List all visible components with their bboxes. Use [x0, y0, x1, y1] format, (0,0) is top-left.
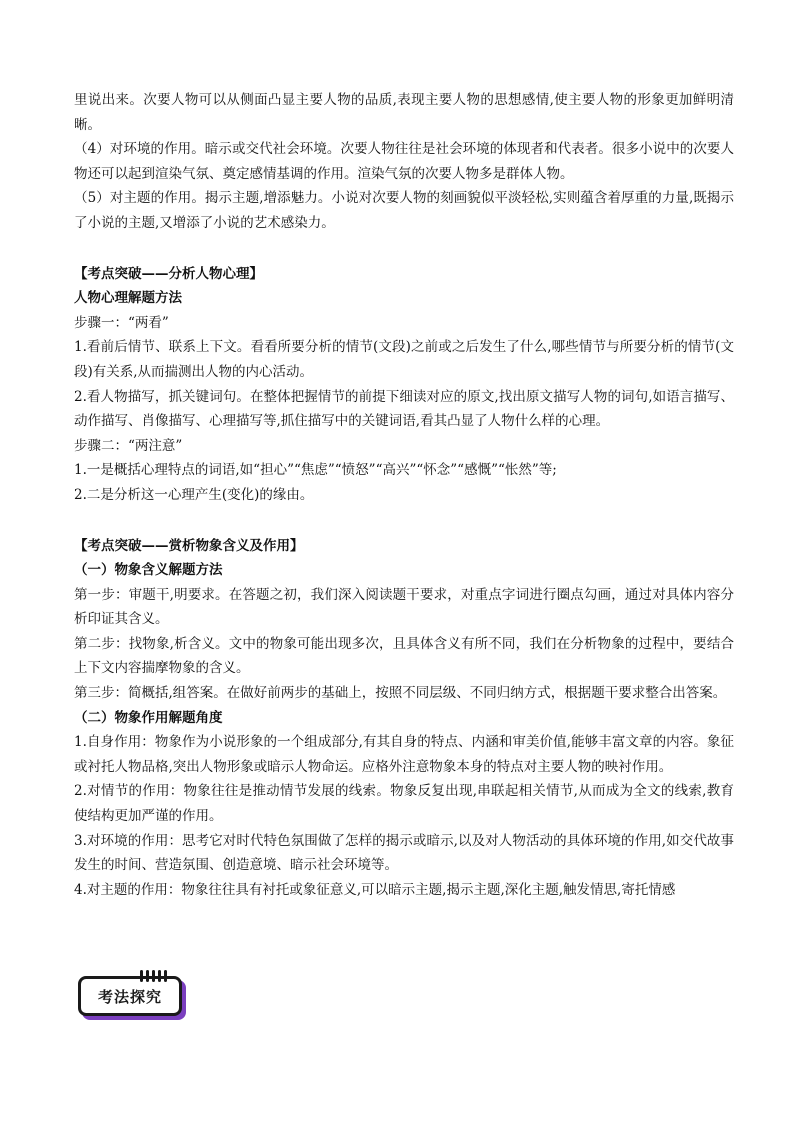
paragraph: 2.对情节的作用：物象往往是推动情节发展的线索。物象反复出现,串联起相关情节,从而成为全文的线索,教育使结构更加严谨的作用。 — [74, 783, 734, 825]
document-body — [74, 88, 734, 902]
badge-label: 考法探究 — [97, 987, 162, 1006]
paragraph: 2.看人物描写，抓关键词句。在整体把握情节的前提下细读对应的原文,找出原文描写人物的词句,如语言描写、动作描写、肖像描写、心理描写等,抓住描写中的关键词语,看其凸显了人物什么样的心理。 — [74, 388, 734, 430]
paragraph: 2.二是分析这一心理产生(变化)的缘由。 — [74, 486, 314, 503]
paragraph: 1.看前后情节、联系上下文。看看所要分析的情节(文段)之前或之后发生了什么,哪些情节与所要分析的情节(文段)有关系,从而揣测出人物的内心活动。 — [74, 339, 734, 380]
binder-coil-icon — [158, 970, 161, 982]
paragraph: （5）对主题的作用。揭示主题,增添魅力。小说对次要人物的刻画貌似平淡轻松,实则蕴含着厚重的力量,既揭示了小说的主题,又增添了小说的艺术感染力。 — [74, 190, 734, 231]
paragraph: 第二步：找物象,析含义。文中的物象可能出现多次，且具体含义有所不同，我们在分析物象的过程中，要结合上下文内容揣摩物象的含义。 — [74, 635, 734, 677]
paragraph: 步骤一：“两看” — [74, 314, 169, 331]
binder-coil-icon — [146, 970, 149, 982]
section-badge — [74, 970, 184, 1016]
paragraph: （4）对环境的作用。暗示或交代社会环境。次要人物往往是社会环境的体现者和代表者。很多小说中的次要人物还可以起到渲染气氛、奠定感情基调的作用。渲染气氛的次要人物多是群体人物。 — [74, 141, 734, 182]
paragraph: 里说出来。次要人物可以从侧面凸显主要人物的品质,表现主要人物的思想感情,使主要人物的形象更加鲜明清晰。 — [74, 92, 734, 133]
section-title: 【考点突破——赏析物象含义及作用】 — [74, 537, 304, 554]
binder-coil-icon — [152, 970, 155, 982]
badge-frame — [78, 976, 182, 1016]
paragraph: 第一步：审题干,明要求。在答题之初，我们深入阅读题干要求，对重点字词进行圈点勾画，通过对具体内容分析印证其含义。 — [74, 586, 734, 628]
paragraph: 3.对环境的作用：思考它对时代特色氛围做了怎样的揭示或暗示,以及对人物活动的具体环境的作用,如交代故事发生的时间、营造氛围、创造意境、暗示社会环境等。 — [74, 832, 734, 874]
section-subtitle: 人物心理解题方法 — [74, 290, 182, 307]
paragraph: 1.一是概括心理特点的词语,如“担心”“焦虑”“愤怒”“高兴”“怀念”“感慨”“怅然”等; — [74, 462, 557, 479]
paragraph: 步骤二：“两注意” — [74, 437, 183, 454]
section-subtitle: （一）物象含义解题方法 — [74, 562, 223, 579]
section-subtitle: （二）物象作用解题角度 — [74, 709, 223, 726]
paragraph: 1.自身作用：物象作为小说形象的一个组成部分,有其自身的特点、内涵和审美价值,能够丰富文章的内容。象征或衬托人物品格,突出人物形象或暗示人物命运。应格外注意物象本身的特点对主要人物的映衬作用。 — [74, 734, 734, 775]
binder-coil-icon — [140, 970, 143, 982]
paragraph: 第三步：简概括,组答案。在做好前两步的基础上，按照不同层级、不同归纳方式，根据题干要求整合出答案。 — [74, 685, 727, 702]
paragraph: 4.对主题的作用：物象往往具有衬托或象征意义,可以暗示主题,揭示主题,深化主题,触发情思,寄托情感 — [74, 881, 676, 898]
section-title: 【考点突破——分析人物心理】 — [74, 265, 263, 282]
binder-coil-icon — [164, 970, 167, 982]
